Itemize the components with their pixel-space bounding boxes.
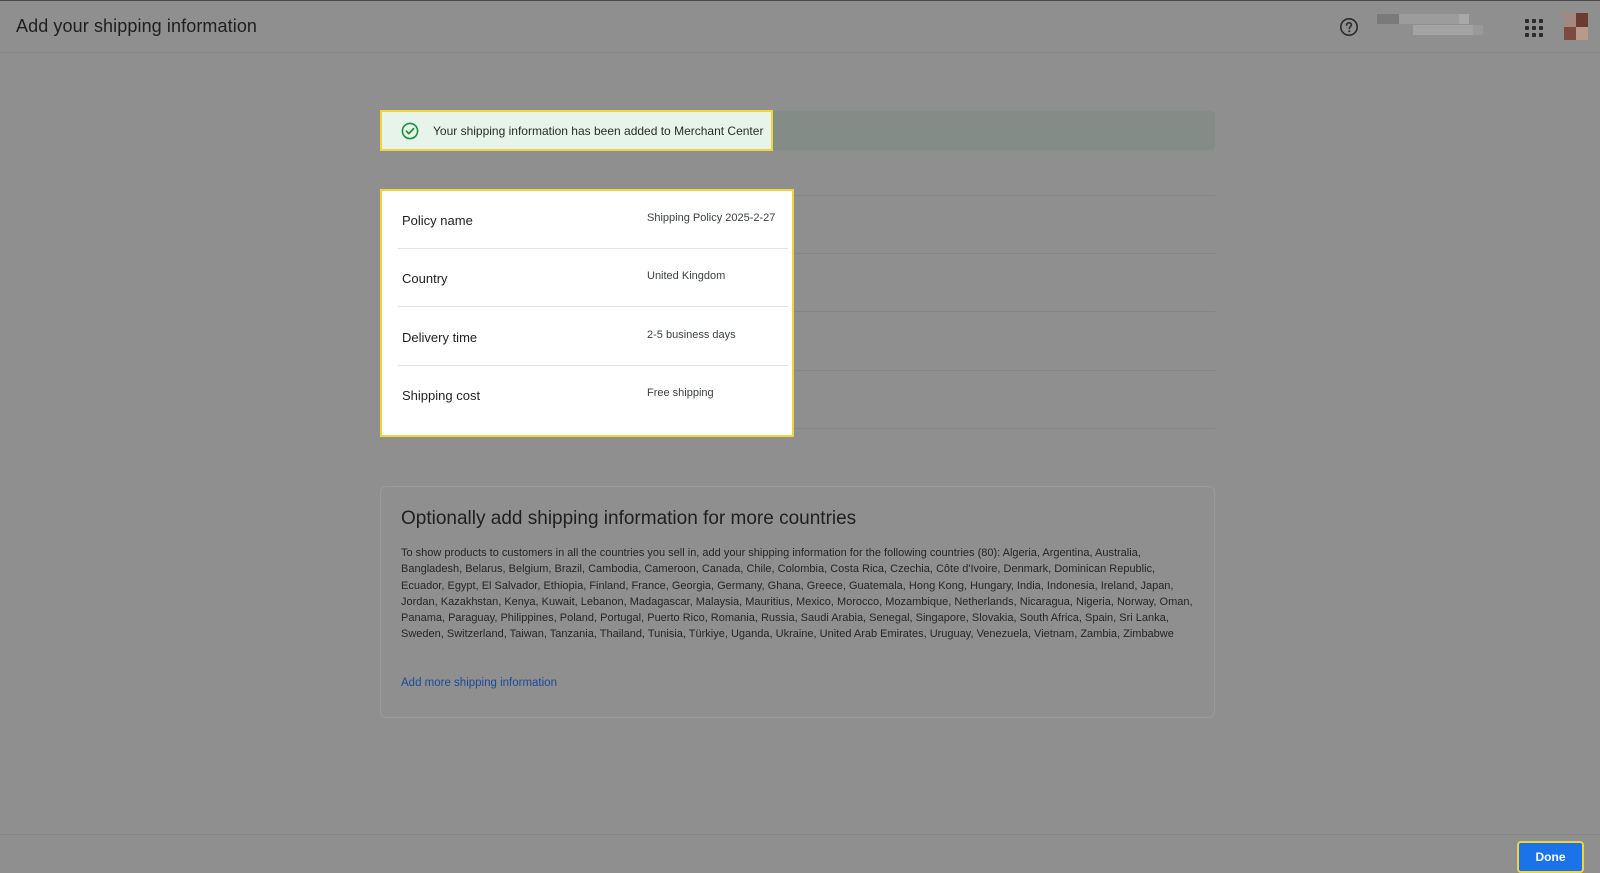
more-countries-card xyxy=(380,486,1215,718)
add-more-shipping-link[interactable]: Add more shipping information xyxy=(401,677,557,689)
top-bar xyxy=(0,0,1600,53)
row-label: Country xyxy=(402,271,448,286)
more-countries-description: To show products to customers in all the countries you sell in, add your shipping information for the following countries (80): Algeria, Argentina, Australia, Bangladesh, Belarus, Belgium, Brazil, Cambodia, Cameroon, Canada, Chile, Colombia, Costa Rica, Czechia, Côte d'Ivoire, Denmark, Dominican Republic, Ecuador, Egypt, El Salvador, Ethiopia, Finland, France, Georgia, Germany, Ghana, Greece, Guatemala, Hong Kong, Hungary, India, Indonesia, Ireland, Japan, Jordan, Kazakhstan, Kenya, Kuwait, Lebanon, Madagascar, Malaysia, Mauritius, Mexico, Morocco, Mozambique, Netherlands, Nicaragua, Nigeria, Norway, Oman, Panama, Paraguay, Philippines, Poland, Portugal, Puerto Rico, Romania, Russia, Saudi Arabia, Senegal, Singapore, Slovakia, South Africa, Spain, Sri Lanka, Sweden, Switzerland, Taiwan, Tanzania, Thailand, Tunisia, Türkiye, Uganda, Ukraine, United Arab Emirates, Uruguay, Venezuela, Vietnam, Zambia, Zimbabwe xyxy=(401,547,1193,641)
toast-message: Your shipping information has been added to Merchant Center xyxy=(433,124,764,138)
more-countries-title: Optionally add shipping information for more countries xyxy=(401,508,857,529)
row-value: 2-5 business days xyxy=(647,329,736,341)
summary-row-shipping-cost xyxy=(398,366,788,424)
row-value: United Kingdom xyxy=(647,270,726,282)
help-circle-icon[interactable] xyxy=(1339,17,1359,37)
summary-row-policy-name xyxy=(398,191,788,249)
summary-row-delivery-time xyxy=(398,308,788,366)
page-title: Add your shipping information xyxy=(16,16,258,36)
summary-row-country xyxy=(398,249,788,307)
check-circle-icon xyxy=(401,122,419,140)
row-label: Shipping cost xyxy=(402,388,481,403)
row-value: Free shipping xyxy=(647,387,714,399)
success-toast xyxy=(380,110,773,151)
row-label: Delivery time xyxy=(402,330,478,345)
account-name-blurred[interactable] xyxy=(1377,12,1495,36)
row-label: Policy name xyxy=(402,213,473,228)
avatar[interactable] xyxy=(1564,13,1588,40)
row-value: Shipping Policy 2025-2-27 xyxy=(647,212,776,224)
done-button[interactable]: Done xyxy=(1517,841,1584,873)
apps-grid-icon[interactable] xyxy=(1525,19,1543,37)
footer-divider xyxy=(0,834,1600,835)
shipping-summary-card xyxy=(380,189,794,437)
